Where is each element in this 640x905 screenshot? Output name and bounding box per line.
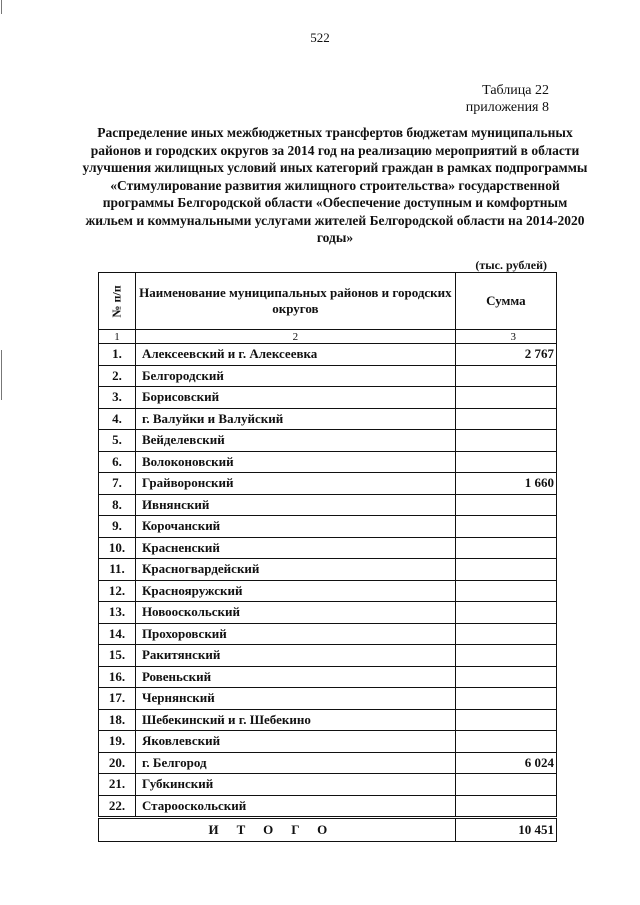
row-name: г. Валуйки и Валуйский [135, 408, 455, 430]
row-sum: 1 660 [455, 473, 556, 495]
row-sum [455, 795, 556, 818]
row-name: Волоконовский [135, 451, 455, 473]
row-num: 15. [99, 645, 136, 667]
colnum-1: 1 [99, 330, 136, 344]
row-sum: 2 767 [455, 344, 556, 366]
row-num: 11. [99, 559, 136, 581]
header-sum: Сумма [455, 273, 556, 330]
row-name: Новооскольский [135, 602, 455, 624]
table-reference [466, 82, 549, 116]
row-sum [455, 731, 556, 753]
row-num: 13. [99, 602, 136, 624]
table-row [99, 559, 557, 581]
row-name: Ивнянский [135, 494, 455, 516]
row-num: 21. [99, 774, 136, 796]
row-sum [455, 602, 556, 624]
table-ref-line2: приложения 8 [465, 100, 549, 115]
row-name: Белгородский [135, 365, 455, 387]
row-name: Борисовский [135, 387, 455, 409]
table-ref-line1: Таблица 22 [482, 83, 549, 98]
colnum-2: 2 [135, 330, 455, 344]
row-sum [455, 645, 556, 667]
table-row [99, 602, 557, 624]
row-num: 4. [99, 408, 136, 430]
row-name: Корочанский [135, 516, 455, 538]
table-row [99, 645, 557, 667]
row-num: 17. [99, 688, 136, 710]
row-name: Красненский [135, 537, 455, 559]
total-label: ИТОГО [99, 818, 456, 842]
row-num: 18. [99, 709, 136, 731]
row-name: Шебекинский и г. Шебекино [135, 709, 455, 731]
row-name: Грайворонский [135, 473, 455, 495]
column-numbers-row [99, 330, 557, 344]
row-sum [455, 709, 556, 731]
page-number: 522 [310, 30, 330, 45]
header-row [99, 273, 557, 330]
row-name: Ракитянский [135, 645, 455, 667]
header-num: № п/п [99, 273, 136, 330]
table-row [99, 344, 557, 366]
row-sum [455, 623, 556, 645]
row-sum [455, 666, 556, 688]
row-num: 19. [99, 731, 136, 753]
row-sum: 6 024 [455, 752, 556, 774]
table-row [99, 494, 557, 516]
row-sum [455, 516, 556, 538]
total-sum: 10 451 [455, 818, 556, 842]
row-sum [455, 408, 556, 430]
row-num: 16. [99, 666, 136, 688]
row-name: Яковлевский [135, 731, 455, 753]
row-name: Алексеевский и г. Алексеевка [135, 344, 455, 366]
colnum-3: 3 [455, 330, 556, 344]
row-num: 6. [99, 451, 136, 473]
row-num: 7. [99, 473, 136, 495]
scan-margin-mark [1, 350, 2, 400]
table-row [99, 537, 557, 559]
row-name: Губкинский [135, 774, 455, 796]
table-row [99, 774, 557, 796]
row-sum [455, 365, 556, 387]
header-name: Наименование муниципальных районов и городских округов [135, 273, 455, 330]
table-row [99, 430, 557, 452]
total-row [99, 818, 557, 842]
distribution-table [98, 272, 557, 842]
row-sum [455, 537, 556, 559]
table-row [99, 408, 557, 430]
table-row [99, 516, 557, 538]
row-name: г. Белгород [135, 752, 455, 774]
row-num: 10. [99, 537, 136, 559]
row-sum [455, 559, 556, 581]
row-num: 8. [99, 494, 136, 516]
row-sum [455, 580, 556, 602]
row-num: 20. [99, 752, 136, 774]
row-name: Красногвардейский [135, 559, 455, 581]
row-num: 9. [99, 516, 136, 538]
row-name: Вейделевский [135, 430, 455, 452]
table-row [99, 731, 557, 753]
table-row [99, 387, 557, 409]
table-row [99, 473, 557, 495]
table-row [99, 365, 557, 387]
row-num: 1. [99, 344, 136, 366]
row-sum [455, 430, 556, 452]
row-sum [455, 688, 556, 710]
row-sum [455, 387, 556, 409]
row-num: 5. [99, 430, 136, 452]
row-name: Ровеньский [135, 666, 455, 688]
table-row [99, 688, 557, 710]
row-num: 14. [99, 623, 136, 645]
table-row [99, 709, 557, 731]
row-name: Краснояружский [135, 580, 455, 602]
scan-margin-mark [1, 0, 2, 14]
row-num: 12. [99, 580, 136, 602]
row-num: 3. [99, 387, 136, 409]
table-row [99, 580, 557, 602]
row-name: Прохоровский [135, 623, 455, 645]
table-row [99, 451, 557, 473]
row-num: 22. [99, 795, 136, 818]
table-row [99, 752, 557, 774]
row-sum [455, 451, 556, 473]
table-row [99, 666, 557, 688]
table-row [99, 623, 557, 645]
row-sum [455, 774, 556, 796]
row-sum [455, 494, 556, 516]
row-num: 2. [99, 365, 136, 387]
units-label: (тыс. рублей) [475, 258, 547, 272]
document-title: Распределение иных межбюджетных трансфертов бюджетам муниципальных районов и городских округов за 2014 год на реализацию мероприятий в области улучшения жилищных условий иных категорий граждан в рамках подпрограммы «Стимулирование развития жилищного строительства» государственной программы Белгородской области «Обеспечение доступным и комфортным жильем и коммунальными услугами жителей Белгородской области на 2014-2020 годы» [82, 125, 588, 245]
table-row [99, 795, 557, 818]
row-name: Чернянский [135, 688, 455, 710]
row-name: Старооскольский [135, 795, 455, 818]
